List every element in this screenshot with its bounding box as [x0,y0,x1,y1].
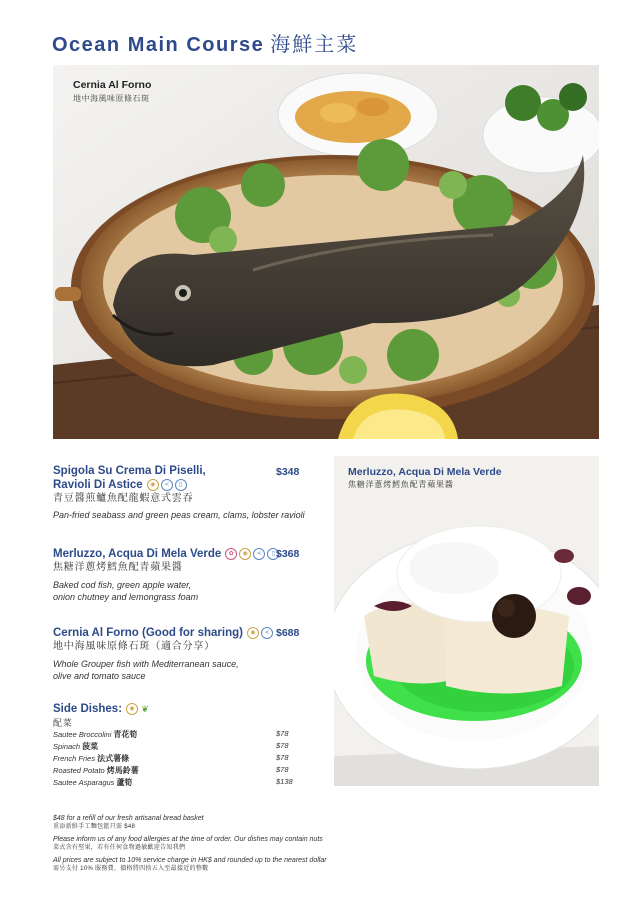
bread-note: $48 for a refill of our fresh artisanal bread basket [53,815,204,822]
side-dish-row: Sautee Asparagus 蘆筍 [53,778,133,787]
item-name-zh: 青豆醬煎鱸魚配龍蝦意式雲吞 [53,493,194,505]
side-dish-price: $78 [276,753,289,762]
bottle-icon: ▯ [267,548,279,560]
side-photo [334,456,599,786]
hero-caption-en: Cernia Al Forno [73,79,152,91]
side-dish-row: Roasted Potato 烤馬鈴薯 [53,766,139,775]
shell-icon: ◉ [147,479,159,491]
item-name-zh: 地中海風味原條石斑（適合分享） [53,641,215,653]
grouper-dish-image [53,65,599,439]
side-dish-price: $138 [276,777,293,786]
bread-note-zh: 重添新鮮手工麵包籃只需 $48 [53,824,136,830]
item-name: Spigola Su Crema Di Piselli, [53,465,206,477]
item-description: Pan-fried seabass and green peas cream, clams, lobster ravioli [53,510,305,521]
page-title [52,28,358,57]
item-name-zh: 焦糖洋蔥烤鱈魚配青蘋果醬 [53,562,183,574]
allergy-note-zh: 菜式含有堅果，若有任何食物過敏歡迎告知我們 [53,845,186,851]
side-dishes-title: Side Dishes: ◉ ❦ [53,703,149,716]
side-dish-price: $78 [276,741,289,750]
item-description-2: onion chutney and lemongrass foam [53,592,199,603]
item-name: Cernia Al Forno (Good for sharing) ◉ ≺ [53,626,323,640]
page-title-zh: 海鮮主菜 [270,34,359,56]
fish-icon: ≺ [261,627,273,639]
hero-caption [73,79,151,104]
item-name: Merluzzo, Acqua Di Mela Verde ✿ ◉ ≺ ▯ [53,547,323,561]
fish-icon: ≺ [253,548,265,560]
vegetarian-icon: ❦ [141,703,149,714]
side-dish-price: $78 [276,765,289,774]
shell-icon: ◉ [126,703,138,715]
side-photo-caption-en: Merluzzo, Acqua Di Mela Verde [348,466,502,478]
allergy-note: Please inform us of any food allergies at the time of order. Our dishes may contain nuts [53,836,323,843]
item-price: $368 [276,548,300,560]
item-description-2: olive and tomato sauce [53,671,146,682]
side-dish-row: Sautee Broccolini 青花筍 [53,730,138,739]
side-photo-caption-zh: 焦糖洋蔥烤鱈魚配青蘋果醬 [348,480,454,489]
bottle-icon: ▯ [175,479,187,491]
side-dishes-heading [53,702,152,730]
shell-icon: ◉ [239,548,251,560]
hero-photo [53,65,599,439]
item-price: $348 [276,466,300,478]
cod-dish-image [334,456,599,786]
alcohol-icon: ✿ [225,548,237,560]
side-dish-price: $78 [276,729,289,738]
footer-notes [53,814,373,873]
fish-icon: ≺ [161,479,173,491]
item-name-line2: Ravioli Di Astice ◉ ≺ ▯ [53,478,323,492]
side-dish-row: French Fries 法式薯條 [53,754,130,763]
side-dishes-title-zh: 配菜 [53,718,73,729]
service-charge-note-zh: 需另支付 10% 服務費，價格將四捨五入至最接近的整數 [53,866,209,872]
service-charge-note: All prices are subject to 10% service charge in HK$ and rounded up to the nearest dollar [53,857,327,864]
side-photo-caption [348,466,502,490]
side-dish-row: Spinach 菠菜 [53,742,99,751]
item-description: Baked cod fish, green apple water, [53,580,192,591]
item-description: Whole Grouper fish with Mediterranean sauce, [53,659,239,670]
page-title-en: Ocean Main Course [52,34,265,56]
item-price: $688 [276,627,300,639]
hero-caption-zh: 地中海風味原條石斑 [73,94,150,103]
shell-icon: ◉ [247,627,259,639]
